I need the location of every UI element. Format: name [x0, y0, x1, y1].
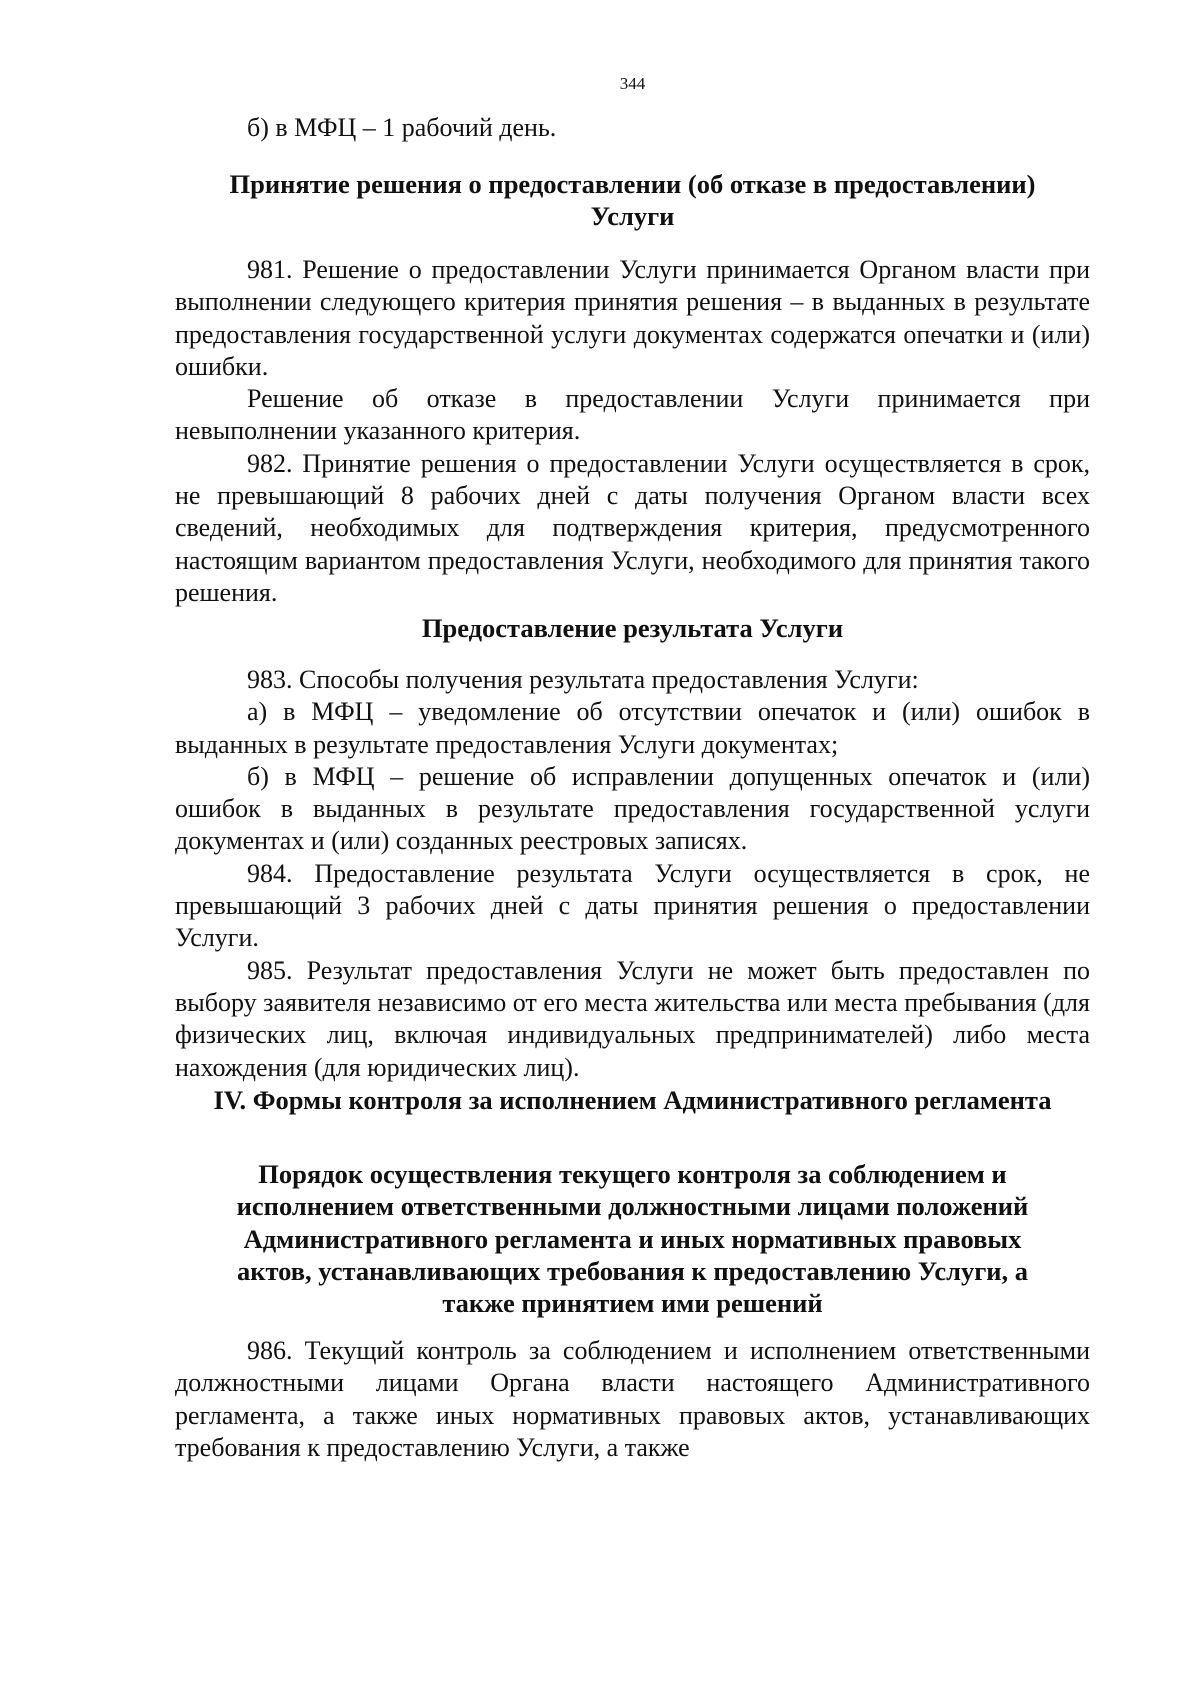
section-986 [175, 1335, 1090, 1464]
paragraph-983a: а) в МФЦ – уведомление об отсутствии опечаток и (или) ошибок в выданных в результате предоставления Услуги документах; [175, 697, 1090, 759]
section-heading: Предоставление результата Услуги [421, 613, 844, 643]
paragraph-981: 981. Решение о предоставлении Услуги принимается Органом власти при выполнении следующего критерия принятия решения – в выданных в результате предоставления государственной услуги документах содержатся опечатки и (или) ошибки. [175, 255, 1090, 381]
paragraph-986: 986. Текущий контроль за соблюдением и исполнением ответственными должностными лицами Органа власти настоящего Административного регламента, а также иных нормативных правовых актов, устанавливающих требования к предоставлению Услуги, а также [175, 1336, 1090, 1462]
paragraph-983b: б) в МФЦ – решение об исправлении допущенных опечаток и (или) ошибок в выданных в результате предоставления государственной услуги документах и (или) созданных реестровых записях. [175, 761, 1090, 856]
section-heading: Принятие решения о предоставлении (об отказе в предоставлении) Услуги [229, 169, 1036, 232]
chapter-heading: IV. Формы контроля за исполнением Административного регламента [213, 1085, 1052, 1115]
paragraph-982: 982. Принятие решения о предоставлении Услуги осуществляется в срок, не превышающий 8 рабочих дней с даты получения Органом власти всех сведений, необходимых для подтверждения критерия, предусмотренного настоящим вариантом предоставления Услуги, необходимого для принятия такого решения. [175, 448, 1090, 607]
paragraph-top [175, 112, 1090, 144]
section-983-985 [175, 664, 1090, 1084]
paragraph-981b: Решение об отказе в предоставлении Услуги принимается при невыполнении указанного критерия. [175, 384, 1090, 446]
paragraph: б) в МФЦ – 1 рабочий день. [247, 113, 557, 142]
paragraph-983: 983. Способы получения результата предоставления Услуги: [247, 665, 919, 694]
page-number: 344 [619, 74, 646, 93]
section-heading: Порядок осуществления текущего контроля за соблюдением и исполнением ответственными должностными лицами положений Административного регламента и иных нормативных правовых актов, устанавливающих требования к предоставлению Услуги, а также принятием ими решений [236, 1159, 1029, 1319]
section-981-982 [175, 254, 1090, 609]
paragraph-984: 984. Предоставление результата Услуги осуществляется в срок, не превышающий 3 рабочих дней с даты принятия решения о предоставлении Услуги. [175, 858, 1090, 953]
paragraph-985: 985. Результат предоставления Услуги не может быть предоставлен по выбору заявителя независимо от его места жительства или места пребывания (для физических лиц, включая индивидуальных предпринимателей) либо места нахождения (для юридических лиц). [175, 955, 1090, 1082]
